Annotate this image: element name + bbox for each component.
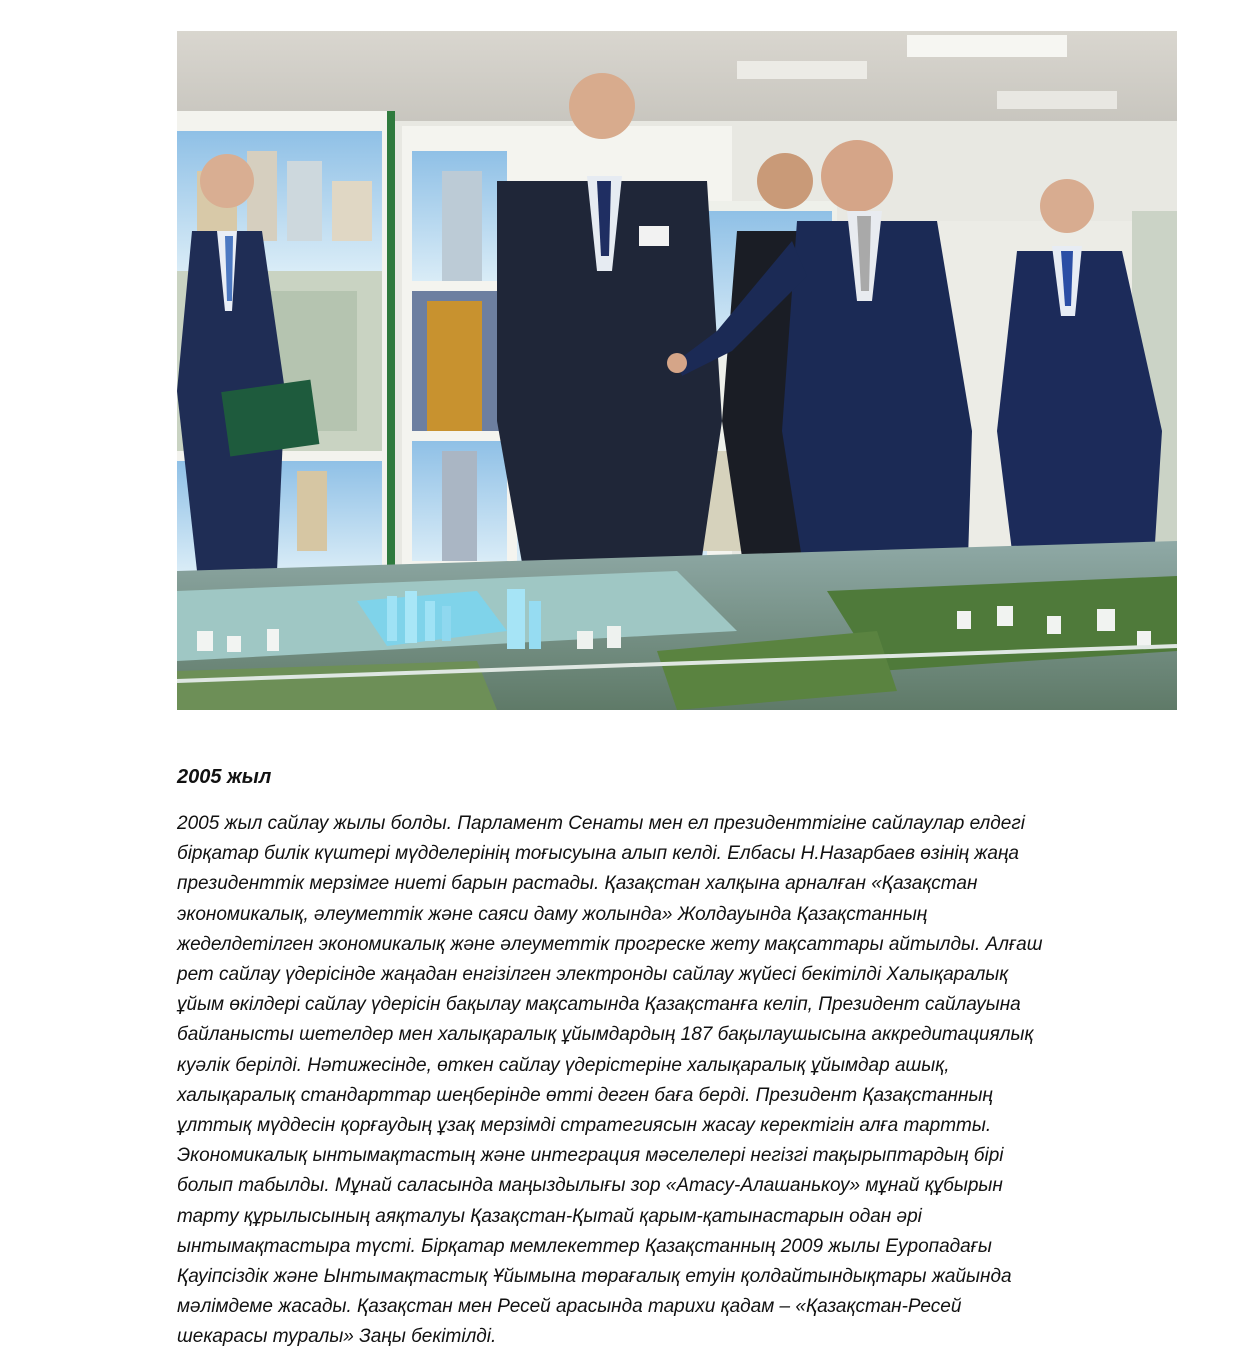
- paragraph-line: Экономикалық ынтымақтастың және интеграция мәселелері негізгі тақырыптардың бірі: [177, 1145, 1004, 1167]
- paragraph-line: ынтымақтастыра түсті. Бірқатар мемлекеттер Қазақстанның 2009 жылы Еуропадағы: [177, 1235, 992, 1257]
- paragraph-line: Қауіпсіздік және Ынтымақтастық Ұйымына төрағалық етуін қолдайтындықтары жайында: [177, 1266, 1012, 1288]
- paragraph-line: халықаралық стандарттар шеңберінде өтті деген баға берді. Президент Қазақстанның: [177, 1084, 993, 1106]
- photo-illustration: [177, 31, 1177, 710]
- photo-city-model-exhibition: [177, 31, 1177, 710]
- paragraph-line: куәлік берілді. Нәтижесінде, өткен сайлау үдерістеріне халықаралық ұйымдар ашық,: [177, 1054, 950, 1076]
- paragraph-line: бірқатар билік күштері мүдделерінің тоғысуына алып келді. Елбасы Н.Назарбаев өзінің жаңа: [177, 843, 1019, 865]
- paragraph-line: байланысты шетелдер мен халықаралық ұйымдардың 187 бақылаушысына аккредитациялық: [177, 1024, 1034, 1046]
- paragraph-line: президенттік мерзімге ниеті барын растады. Қазақстан халқына арналған «Қазақстан: [177, 873, 978, 895]
- paragraph-line: рет сайлау үдерісінде жаңадан енгізілген электронды сайлау жүйесі бекітілді Халықаралық: [177, 964, 1009, 986]
- paragraph-line: ұйым өкілдері сайлау үдерісін бақылау мақсатында Қазақстанға келіп, Президент сайлауына: [177, 994, 1021, 1016]
- paragraph-line: 2005 жыл сайлау жылы болды. Парламент Сенаты мен ел президенттігіне сайлаулар елдегі: [177, 813, 1025, 834]
- paragraph-line: шекарасы туралы» Заңы бекітілді.: [177, 1326, 497, 1348]
- body-paragraph: [177, 809, 1162, 1353]
- paragraph-line: экономикалық, әлеуметтік және саяси даму жолында» Жолдауында Қазақстанның: [177, 903, 928, 925]
- paragraph-line: мәлімдеме жасады. Қазақстан мен Ресей арасында тарихи қадам – «Қазақстан-Ресей: [177, 1296, 962, 1318]
- paragraph-line: тарту құрылысының аяқталуы Қазақстан-Қытай қарым-қатынастарын одан әрі: [177, 1205, 922, 1227]
- paragraph-line: ұлттық мүддесін қорғаудың ұзақ мерзімді стратегиясын жасау керектігін алға тартты.: [177, 1115, 992, 1137]
- paragraph-line: болып табылды. Мұнай саласында маңыздылығы зор «Атасу-Алашанькоу» мұнай құбырын: [177, 1175, 1003, 1197]
- paragraph-line: жеделдетілген экономикалық және әлеуметтік прогреске жету мақсаттары айтылды. Алғаш: [177, 933, 1043, 955]
- section-heading: 2005 жыл: [177, 766, 272, 788]
